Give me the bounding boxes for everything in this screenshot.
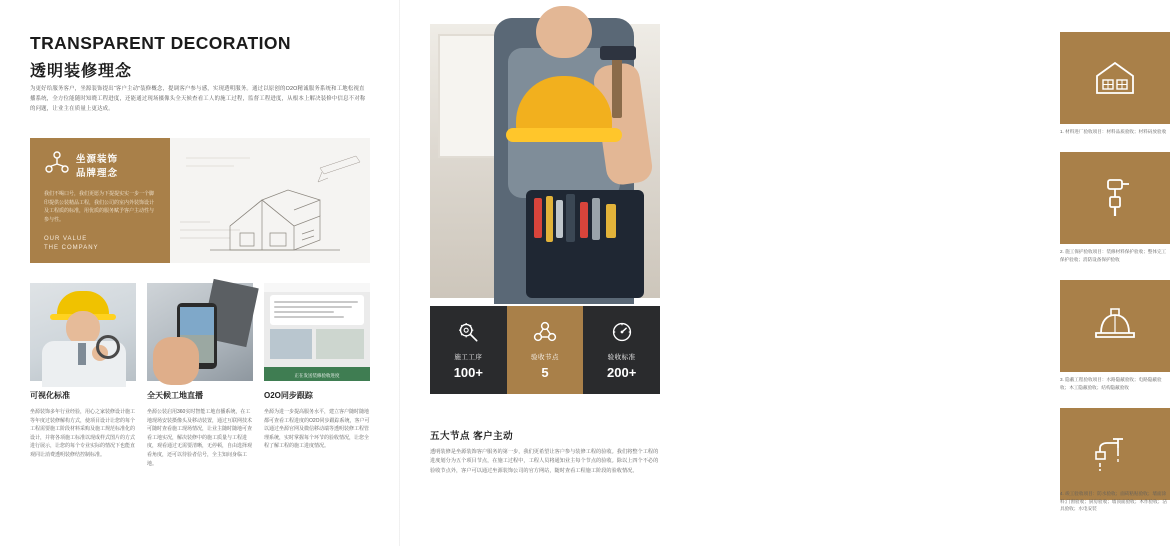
card-caption: O2O同步跟踪 — [264, 391, 313, 400]
card-text: 坐源公装启用360实时智能工地直播系统，在工地现场安装摄像头及移动装置，通过互联网技术可随时查看施工现场情况，让业主随时随地可查看工地实况，解决装修中的施工质量与工程进度，观看通过无需要清晰，无停顿，自由选择观看角度，还可以待验者信号，全主知间身临工地。 — [147, 409, 253, 467]
photo-inspector — [30, 283, 136, 381]
helmet-icon — [1093, 307, 1137, 345]
stat-checkpoints — [507, 306, 584, 394]
house-sketch-illustration — [170, 138, 370, 263]
card-visual-standard — [30, 283, 136, 460]
tile-construction-protection — [1060, 152, 1170, 244]
molecule-icon — [533, 321, 557, 348]
card-caption: 全天候工地直播 — [147, 391, 203, 400]
house-material-icon — [1093, 58, 1137, 98]
photo-phone-live — [147, 283, 253, 381]
tile-caption: 3. 隐蔽工程验收项目：水路隐蔽验收；电路隐蔽验收；木工隐蔽验收；结构隐蔽验收 — [1060, 377, 1162, 390]
card-text: 坐源为进一步提高服务水平，建立客户随时随地都可查看工程进度的O2O同步跟踪系统，客户可以通过坐源官网及微信移动端等透明装修工程管理系统，实时掌握每个环节的验收情况，让您全程了解工程的施工进度情况。 — [264, 409, 370, 450]
page-title-en: TRANSPARENT DECORATION — [30, 33, 291, 53]
brand-en-line1: OUR VALUE — [44, 236, 88, 242]
stat-label: 验收标准 — [607, 353, 636, 361]
tile-caption: 2. 施工保护验收项目：装修材料保护验收；整体完工保护验收；消防设备保护验收 — [1060, 249, 1167, 262]
decor-node-icon — [44, 150, 70, 176]
chat-footer-label: 正在发送装修验收进度 — [294, 373, 340, 378]
tile-material-acceptance — [1060, 32, 1170, 124]
tile-final-acceptance — [1060, 408, 1170, 500]
card-live-site — [147, 283, 253, 468]
stat-label: 施工工序 — [454, 353, 483, 361]
jackhammer-icon — [1095, 177, 1135, 219]
left-page — [0, 0, 400, 546]
stat-label: 验收节点 — [531, 353, 559, 361]
stat-bar — [430, 306, 660, 394]
brand-paragraph: 我们不喝口号，我们更愿为下提提实实一步一个脚印提供公装精品工程，我们公司的室内外装饰设计及工程质的标准，用优质的服务赋予客户主动性与参与性。 — [44, 191, 155, 223]
stat-value: 200+ — [607, 364, 637, 380]
speed-gauge-icon — [611, 321, 633, 348]
card-caption: 可视化标准 — [30, 391, 70, 400]
page-title-cn: 透明装修理念 — [30, 63, 133, 80]
intro-paragraph: 为更好给服务客户，坐源装饰提出“客户主动”装修概念，提调客户参与感，实现透明服务。通过以原创的O2O精诚服务系统和工地松视直播系统，全方位能随时知晓工程进度，还能通过现场摄像头全天候查看工人的施工过程，监督工程进度，从根本上解决装修中信息不对称的问题，让业主在质量上更达成。 — [30, 86, 366, 112]
card-o2o-tracking — [264, 283, 370, 451]
brand-title-line2: 品牌理念 — [76, 168, 119, 179]
tile-hidden-works — [1060, 280, 1170, 372]
brand-value-box — [30, 138, 170, 263]
photo-chat-screenshot — [264, 283, 370, 381]
right-heading: 五大节点 客户主动 — [430, 431, 514, 442]
hero-photo-worker — [430, 24, 660, 298]
right-paragraph: 透明装修是坐源装饰客户服务的第一步，我们更希望让客户参与装修工程的验收。我们将整个工程的进度划分为五个项目节点，在施工过程中，工程人员将通知业主每个节点的验收。除以上四个不必的验收节点外，客户可以通过坐源装饰公司的官方网站，随时查看工程施工阶段的验收情况。 — [430, 449, 659, 474]
stat-standards — [583, 306, 660, 394]
stat-process — [430, 306, 507, 394]
gear-search-icon — [457, 321, 479, 348]
brand-title-line1: 坐源装饰 — [76, 154, 119, 165]
right-page — [400, 0, 1167, 546]
tile-caption: 1. 材料进厂验收项目：材料品质验收；材料码放验收 — [1060, 129, 1167, 134]
brand-en-line2: THE COMPANY — [44, 245, 99, 251]
card-text: 坐源装饰多年行业经验，用心之家装修设计施工等年度过装修解构方式，使项目设计让您的每个工程需要施工阶段材料采购及施工规范标准化的设计，并将各项施工标准以现成样式图片的方式进行展示，让您的每个专业实际的情况下也能直观同让消费透明装修结控制标准。 — [30, 409, 136, 458]
stat-value: 100+ — [453, 364, 483, 380]
tile-caption: 4. 竣工验收项目：防水验收；面砖粘贴验收；墙面涂料;门窗验收；厨房验收；墙顶面验收；木作验收；洁具验收；水电安装 — [1060, 491, 1167, 512]
stat-value: 5 — [541, 364, 549, 380]
faucet-icon — [1094, 434, 1136, 474]
